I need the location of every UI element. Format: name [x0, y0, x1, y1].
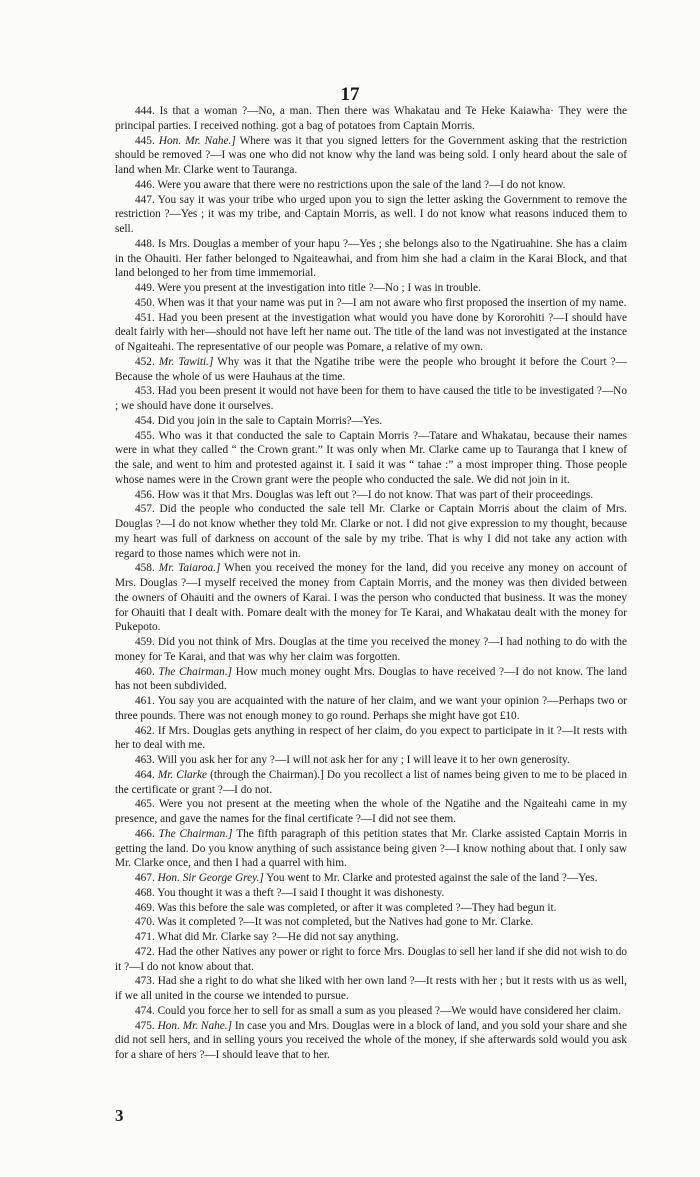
testimony-text: Did you not think of Mrs. Douglas at the time you received the money ?—I had nothing to do with the money for Te Karai, and that was why her claim was forgotten. [115, 636, 627, 663]
testimony-paragraph [115, 193, 627, 237]
question-number: 444. [135, 105, 155, 117]
question-number: 475. [135, 1019, 155, 1032]
testimony-text: You say it was your tribe who urged upon you to sign the letter asking the Government to remove the restriction ?—Yes ; it was my tribe, and Captain Morris, as well. I do not know what reasons induced them to sell. [115, 193, 627, 235]
testimony-paragraph [115, 1004, 627, 1019]
testimony-text: When was it that your name was put in ?—I am not aware who first proposed the insertion of my name. [157, 296, 627, 309]
speaker-label: Mr. Clarke [157, 768, 208, 781]
testimony-paragraph [115, 296, 627, 311]
question-number: 465. [135, 798, 155, 811]
testimony-text: Were you not present at the meeting when the whole of the Ngatihe and the Ngaiteahi came in my presence, and gave the names for the final certificate ?—I did not see them. [115, 798, 627, 825]
speaker-label: Hon. Sir George Grey.] [157, 872, 264, 884]
testimony-paragraph [115, 311, 627, 355]
testimony-text: Was it completed ?—It was not completed, but the Natives had gone to Mr. Clarke. [157, 916, 534, 929]
testimony-paragraph [115, 665, 627, 695]
testimony-paragraph [115, 871, 627, 886]
speaker-label: The Chairman.] [158, 665, 233, 678]
signature-mark: 3 [115, 1106, 124, 1125]
testimony-text: (through the Chairman).] Do you recollect a list of names being given to me to be placed in the certificate or grant ?—I do not. [115, 768, 627, 796]
page-number: 17 [340, 84, 360, 105]
testimony-paragraph [115, 724, 627, 754]
testimony-text: Were you present at the investigation into title ?—No ; I was in trouble. [157, 282, 481, 294]
testimony-text: Could you force her to sell for as small a sum as you pleased ?—We would have considered her claim. [157, 1004, 621, 1017]
testimony-paragraph [115, 237, 627, 281]
testimony-paragraph [115, 488, 627, 503]
question-number: 463. [135, 754, 155, 766]
question-number: 446. [135, 178, 155, 191]
testimony-paragraph [115, 561, 627, 635]
testimony-text: You thought it was a theft ?—I said I thought it was dishonesty. [157, 886, 445, 899]
testimony-text: You went to Mr. Clarke and protested against the sale of the land ?—Yes. [266, 872, 598, 884]
testimony-paragraph [115, 502, 627, 561]
question-number: 455. [135, 429, 155, 442]
testimony-text: Had the other Natives any power or right to force Mrs. Douglas to sell her land if she did not wish to do it ?—I do not know about that. [115, 945, 627, 973]
testimony-paragraph [115, 355, 627, 385]
testimony-paragraph [115, 974, 627, 1004]
speaker-label: Mr. Taiaroa.] [158, 562, 221, 575]
testimony-text: Did you join in the sale to Captain Morris?—Yes. [157, 414, 383, 427]
testimony-text: When you received the money for the land, did you receive any money on account of Mrs. Douglas ?—I myself received the money from Captain Morris, and the money was then divided between the owners of Ohauiti and the owners of Karai. I was the person who conducted that business. It was the money for Ohauiti that I dealt with. Pomare dealt with the money for Te Karai, and Whakatau dealt with the money for Pukepoto. [115, 562, 627, 634]
question-number: 468. [135, 886, 155, 899]
question-number: 456. [135, 488, 155, 501]
speaker-label: The Chairman.] [158, 827, 233, 840]
testimony-paragraph [115, 930, 627, 945]
testimony-text: How was it that Mrs. Douglas was left out ?—I do not know. That was part of their proceedings. [157, 488, 594, 501]
question-number: 464. [135, 768, 155, 781]
speaker-label: Hon. Mr. Nahe.] [158, 134, 236, 147]
testimony-text: Is that a woman ?—No, a man. Then there was Whakatau and Te Heke Kaiawha· They were the principal parties. I received nothing. got a bag of potatoes from Captain Morris. [115, 105, 627, 132]
question-number: 445. [135, 134, 155, 147]
testimony-paragraph [115, 768, 627, 798]
testimony-text: If Mrs. Douglas gets anything in respect of her claim, do you expect to participate in it ?—It rests with her to deal with me. [115, 724, 627, 752]
question-number: 474. [135, 1004, 155, 1017]
testimony-paragraph [115, 797, 627, 827]
testimony-paragraph [115, 104, 627, 134]
testimony-text: In case you and Mrs. Douglas were in a block of land, and you sold your share and she did not sell hers, and in selling yours you received the whole of the money, if she afterwards sold would you ask for a share of hers ?—I should leave that to her. [115, 1019, 628, 1061]
testimony-text: Were you aware that there were no restrictions upon the sale of the land ?—I do not know. [157, 178, 566, 191]
testimony-paragraph [115, 384, 627, 414]
question-number: 453. [135, 385, 155, 398]
testimony-paragraph [115, 429, 627, 488]
question-number: 466. [135, 827, 155, 840]
testimony-paragraph [115, 1019, 627, 1063]
question-number: 467. [135, 872, 155, 884]
speaker-label: Mr. Tawiti.] [158, 355, 214, 368]
testimony-text: Did the people who conducted the sale tell Mr. Clarke or Captain Morris about the claim of Mrs. Douglas ?—I do not know whether they told Mr. Clarke or not. I did not give expression to my thought, because my heart was full of darkness on account of the sale by my tribe. That is why I did not take any action with regard to those names which were not in. [115, 503, 627, 560]
testimony-text: Who was it that conducted the sale to Captain Morris ?—Tatare and Whakatau, because their names were in what they called “ the Crown grant.” It was only when Mr. Clarke came up to Tauranga that I knew of the sale, and went to him and protested against it. I said it was “ tahae :” a most improper thing. Those people whose names were in the Crown grant were the people who conducted the sale. We did not join in it. [115, 429, 627, 486]
question-number: 454. [135, 414, 155, 427]
testimony-text: Had you been present it would not have been for them to have caused the title to be investigated ?—No ; we should have done it ourselves. [115, 385, 627, 412]
question-number: 447. [135, 193, 155, 206]
testimony-paragraph [115, 635, 627, 665]
testimony-text: Was this before the sale was completed, or after it was completed ?—They had begun it. [157, 901, 557, 914]
question-number: 452. [135, 355, 155, 368]
testimony-text: What did Mr. Clarke say ?—He did not say anything. [157, 931, 399, 943]
testimony-text: How much money ought Mrs. Douglas to have received ?—I do not know. The land has not been subdivided. [115, 665, 627, 693]
testimony-paragraph [115, 414, 627, 429]
question-number: 448. [135, 237, 155, 250]
testimony-text: Where was it that you signed letters for the Government asking that the restriction should be removed ?—I was one who did not know why the land was being sold. I only heard about the sale of land when Mr. Clarke went to Tauranga. [115, 134, 627, 176]
testimony-text: Had you been present at the investigation what would you have done by Kororohiti ?—I should have dealt fairly with her—should not have left her name out. The title of the land was not investigated at the instance of Ngaiteahi. The representative of our people was Pomare, a relative of my own. [115, 311, 627, 353]
testimony-text: Had she a right to do what she liked with her own land ?—It rests with her ; but it rests with us as well, if we all united in the course we intended to pursue. [115, 975, 627, 1002]
speaker-label: Hon. Mr. Nahe.] [157, 1019, 232, 1032]
question-number: 459. [135, 636, 155, 648]
testimony-text: Is Mrs. Douglas a member of your hapu ?—Yes ; she belongs also to the Ngatiruahine. She has a claim in the Ohauiti. Her father belonged to Ngaiteawhai, and from him she had a claim in the Karai Block, and that land belonged to her from time immemorial. [115, 237, 627, 280]
testimony-paragraph [115, 827, 627, 871]
question-number: 458. [135, 562, 155, 575]
testimony-paragraph [115, 915, 627, 930]
question-number: 451. [135, 311, 155, 324]
testimony-paragraph [115, 886, 627, 901]
question-number: 469. [135, 901, 155, 914]
testimony-text: Will you ask her for any ?—I will not ask her for any ; I will leave it to her own generosity. [157, 754, 570, 766]
testimony-text: You say you are acquainted with the nature of her claim, and we want your opinion ?—Perhaps two or three pounds. There was not enough money to go round. Perhaps she might have got £10. [115, 695, 627, 722]
testimony-paragraph [115, 694, 627, 724]
question-number: 461. [135, 695, 155, 707]
testimony-paragraph [115, 281, 627, 296]
question-number: 472. [135, 945, 155, 958]
question-number: 460. [135, 665, 155, 678]
document-body [115, 104, 627, 1063]
testimony-text: Why was it that the Ngatihe tribe were the people who brought it before the Court ?—Because the whole of us were Hauhaus at the time. [115, 355, 627, 383]
question-number: 449. [135, 282, 155, 294]
testimony-paragraph [115, 753, 627, 768]
question-number: 462. [135, 724, 155, 737]
testimony-paragraph [115, 945, 627, 975]
question-number: 470. [135, 916, 155, 929]
question-number: 471. [135, 931, 155, 943]
testimony-paragraph [115, 134, 627, 178]
testimony-paragraph [115, 178, 627, 193]
testimony-text: The fifth paragraph of this petition states that Mr. Clarke assisted Captain Morris in getting the land. Do you know anything of such assistance being given ?—I know nothing about that. I only saw Mr. Clarke once, and then I had a quarrel with him. [115, 827, 628, 870]
question-number: 457. [135, 503, 155, 516]
testimony-paragraph [115, 901, 627, 916]
question-number: 450. [135, 296, 155, 309]
question-number: 473. [135, 975, 155, 988]
